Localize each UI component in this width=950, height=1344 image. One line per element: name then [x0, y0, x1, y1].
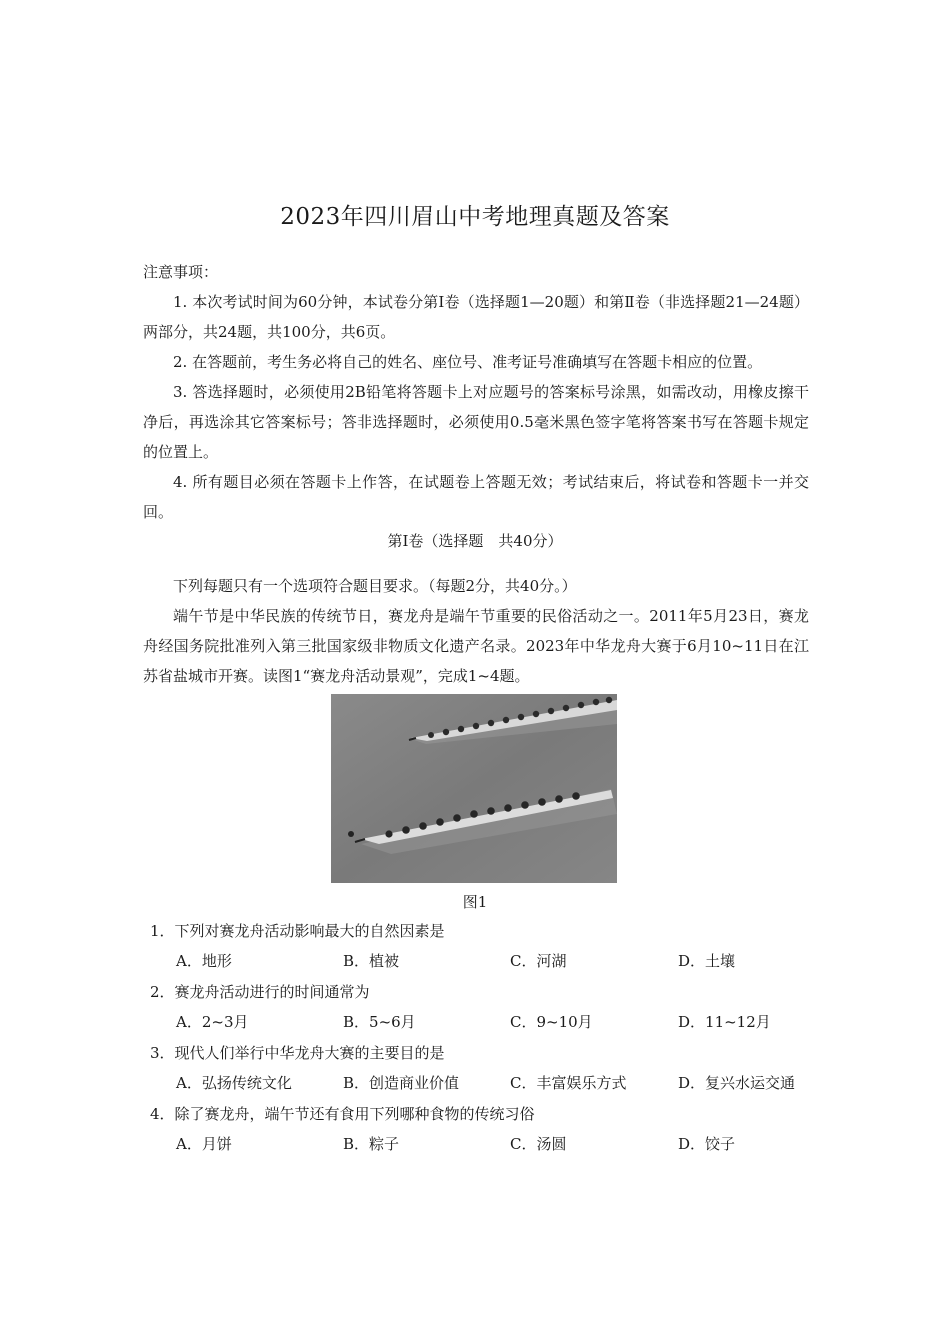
option-row [176, 950, 816, 978]
question-stem: 4．除了赛龙舟，端午节还有食用下列哪种食物的传统习俗 [150, 1105, 535, 1123]
option-c: C．河湖 [510, 952, 567, 970]
notice-item: 1. 本次考试时间为60分钟，本试卷分第Ⅰ卷（选择题1—20题）和第Ⅱ卷（非选择题21—24题）两部分，共24题，共100分，共6页。 [143, 293, 809, 341]
question-stem: 2．赛龙舟活动进行的时间通常为 [150, 983, 370, 1001]
option-d: D．复兴水运交通 [678, 1074, 796, 1092]
option-d: D．土壤 [678, 952, 736, 970]
option-c: C．丰富娱乐方式 [510, 1074, 627, 1092]
option-row [176, 1133, 816, 1161]
option-row [176, 1072, 816, 1100]
option-b: B．创造商业价值 [343, 1074, 460, 1092]
option-b: B．5~6月 [343, 1013, 416, 1031]
question-3 [150, 1040, 830, 1101]
question-stem: 3．现代人们举行中华龙舟大赛的主要目的是 [150, 1044, 445, 1062]
option-a: A．2~3月 [176, 1013, 249, 1031]
notice-item: 4. 所有题目必须在答题卡上作答，在试题卷上答题无效；考试结束后，将试卷和答题卡一并交回。 [143, 473, 809, 521]
notice-item: 2. 在答题前，考生务必将自己的姓名、座位号、准考证号准确填写在答题卡相应的位置。 [173, 353, 763, 371]
option-a: A．月饼 [176, 1135, 232, 1153]
section-title: 第Ⅰ卷（选择题 共40分） [387, 532, 563, 550]
option-row [176, 1011, 816, 1039]
option-c: C．9~10月 [510, 1013, 593, 1031]
question-4 [150, 1101, 830, 1162]
option-d: D．11~12月 [678, 1013, 771, 1031]
passage: 端午节是中华民族的传统节日，赛龙舟是端午节重要的民俗活动之一。2011年5月23日，赛龙舟经国务院批准列入第三批国家级非物质文化遗产名录。2023年中华龙舟大赛于6月10~11日在江苏省盐城市开赛。读图1“赛龙舟活动景观”，完成1~4题。 [143, 607, 809, 685]
intro [143, 571, 809, 691]
dragon-boat-illustration [331, 694, 617, 883]
option-d: D．饺子 [678, 1135, 736, 1153]
figure-caption: 图1 [462, 893, 488, 911]
dragon-boat-photo [331, 694, 617, 883]
exam-title: 2023年四川眉山中考地理真题及答案 [280, 204, 670, 230]
option-b: B．粽子 [343, 1135, 400, 1153]
question-list [150, 918, 830, 1162]
question-1 [150, 918, 830, 979]
notice-item: 3. 答选择题时，必须使用2B铅笔将答题卡上对应题号的答案标号涂黑，如需改动，用橡皮擦干净后，再选涂其它答案标号；答非选择题时，必须使用0.5毫米黑色签字笔将答案书写在答题卡规定的位置上。 [143, 383, 809, 461]
notice-list [143, 287, 809, 527]
instruction: 下列每题只有一个选项符合题目要求。（每题2分，共40分。） [173, 577, 577, 595]
question-stem: 1．下列对赛龙舟活动影响最大的自然因素是 [150, 922, 445, 940]
option-c: C．汤圆 [510, 1135, 567, 1153]
option-a: A．地形 [176, 952, 232, 970]
option-b: B．植被 [343, 952, 400, 970]
notice-heading: 注意事项： [143, 263, 219, 281]
option-a: A．弘扬传统文化 [176, 1074, 292, 1092]
question-2 [150, 979, 830, 1040]
